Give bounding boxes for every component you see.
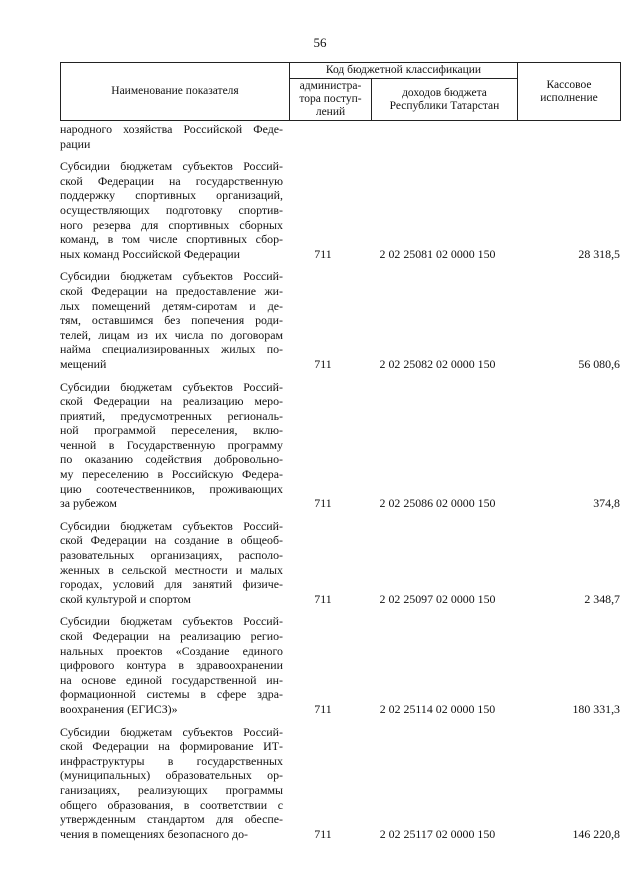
table-header — [60, 62, 621, 121]
indicator-name-line: ченной в Государственную программу — [60, 437, 283, 452]
indicator-name — [60, 122, 283, 151]
indicator-name-line: телей, лицам из их числа по договорам — [60, 327, 283, 342]
table-row — [60, 122, 620, 151]
table-row — [60, 519, 620, 607]
amount-value: 28 318,5 — [578, 246, 620, 261]
indicator-name-line: Субсидии бюджетам субъектов Россий- — [60, 518, 283, 533]
header-admin-line: администра- — [299, 80, 362, 92]
indicator-name-line: ской культурой и спортом — [60, 591, 191, 606]
header-name: Наименование показателя — [61, 63, 290, 121]
indicator-name-line: осуществляющих подготовку спортив- — [60, 202, 283, 217]
header-income-line: доходов бюджета — [402, 86, 487, 99]
indicator-name-line: ской Федерации на формирование ИТ- — [60, 739, 283, 754]
admin-code: 711 — [314, 701, 332, 716]
header-amount-line: Кассовое — [546, 78, 592, 91]
amount-value: 180 331,3 — [572, 701, 620, 716]
indicator-name — [60, 519, 283, 607]
indicator-name-line: ской Федерации на реализацию регио- — [60, 629, 283, 643]
header-income — [372, 79, 518, 121]
table-row — [60, 159, 620, 261]
indicator-name-line: Субсидии бюджетам субъектов Россий- — [60, 379, 283, 394]
indicator-name-line: городах, условий для занятий физиче- — [60, 577, 283, 592]
indicator-name-line: на основе единой государственной ин- — [60, 672, 283, 687]
indicator-name — [60, 614, 283, 716]
income-code: 2 02 25086 02 0000 150 — [379, 496, 496, 511]
income-code: 2 02 25082 02 0000 150 — [379, 356, 496, 371]
table-body — [60, 122, 620, 841]
indicator-name-line: Субсидии бюджетам субъектов Россий- — [60, 724, 283, 739]
indicator-name-line: народного хозяйства Российской Феде- — [60, 122, 283, 136]
indicator-name-line: цифрового контура в здравоохранении — [60, 658, 283, 673]
indicator-name-line: команд, в том числе спортивных сбор- — [60, 232, 283, 247]
indicator-name-line: цию соотечественников, проживающих — [60, 481, 283, 496]
amount-value: 56 080,6 — [578, 356, 620, 371]
indicator-name-line: Субсидии бюджетам субъектов Россий- — [60, 614, 283, 629]
page-number: 56 — [313, 35, 327, 50]
amount-value: 146 220,8 — [572, 826, 620, 841]
indicator-name-line: му переселению в Российскую Федера- — [60, 467, 283, 482]
income-code: 2 02 25114 02 0000 150 — [379, 701, 496, 716]
table-row — [60, 614, 620, 716]
indicator-name-line: ской Федерации на предоставление жи- — [60, 283, 283, 298]
indicator-name-line: по оказанию содействия добровольно- — [60, 452, 283, 467]
indicator-name-line: женных в сельской местности и малых — [60, 562, 283, 577]
admin-code: 711 — [314, 356, 332, 371]
indicator-name-line: утвержденным стандартом для обеспе- — [60, 812, 283, 827]
indicator-name-line: ных команд Российской Федерации — [60, 246, 240, 261]
indicator-name-line: ской Федерации на государственную — [60, 173, 283, 188]
header-income-line: Республики Татарстан — [389, 99, 500, 112]
indicator-name-line: тям, оставшимся без попечения роди- — [60, 313, 283, 328]
admin-code: 711 — [314, 246, 332, 261]
indicator-name-line: рации — [60, 136, 91, 151]
indicator-name-line: общего образования, в соответствии с — [60, 797, 283, 812]
header-admin-line: лений — [315, 106, 346, 118]
table-row — [60, 269, 620, 371]
table-row — [60, 380, 620, 511]
indicator-name — [60, 269, 283, 371]
indicator-name-line: найма специализированных жилых по- — [60, 342, 283, 357]
admin-code: 711 — [314, 591, 332, 606]
header-admin-line: тора поступ- — [299, 93, 362, 105]
table-row — [60, 725, 620, 842]
indicator-name-line: чения в помещениях безопасного до- — [60, 826, 249, 841]
indicator-name-line: мещений — [60, 356, 107, 371]
income-code: 2 02 25081 02 0000 150 — [379, 246, 496, 261]
indicator-name-line: приятий, предусмотренных региональ- — [60, 408, 283, 423]
indicator-name-line: ной программой переселения, вклю- — [60, 423, 283, 438]
indicator-name-line: (муниципальных) образовательных ор- — [60, 768, 283, 783]
header-amount-line: исполнение — [540, 91, 598, 104]
indicator-name — [60, 725, 283, 842]
indicator-name-line: ганизациях, реализующих программы — [60, 782, 283, 797]
indicator-name-line: инфраструктуры в государственных — [60, 753, 283, 768]
income-code: 2 02 25097 02 0000 150 — [379, 591, 496, 606]
indicator-name-line: ного резерва для спортивных сборных — [60, 217, 283, 232]
income-code: 2 02 25117 02 0000 150 — [379, 826, 496, 841]
amount-value: 374,8 — [593, 496, 620, 511]
indicator-name-line: нальных проектов «Создание единого — [60, 643, 283, 658]
amount-value: 2 348,7 — [584, 591, 620, 606]
admin-code: 711 — [314, 496, 332, 511]
indicator-name-line: формационной системы в сфере здра- — [60, 687, 283, 702]
indicator-name-line: ской Федерации на создание в общеоб- — [60, 533, 283, 548]
indicator-name-line: ской Федерации на реализацию меро- — [60, 394, 283, 409]
indicator-name-line: за рубежом — [60, 496, 117, 511]
indicator-name-line: Субсидии бюджетам субъектов Россий- — [60, 159, 283, 174]
indicator-name-line: лых помещений детям-сиротам и де- — [60, 298, 283, 313]
header-admin — [290, 79, 372, 121]
indicator-name — [60, 159, 283, 261]
header-code-group: Код бюджетной классификации — [290, 63, 518, 79]
admin-code: 711 — [314, 826, 332, 841]
indicator-name-line: воохранения (ЕГИСЗ)» — [60, 701, 178, 716]
indicator-name — [60, 380, 283, 511]
header-amount — [518, 63, 621, 121]
indicator-name-line: Субсидии бюджетам субъектов Россий- — [60, 269, 283, 284]
indicator-name-line: разовательных организациях, располо- — [60, 548, 283, 563]
indicator-name-line: поддержку спортивных организаций, — [60, 188, 283, 203]
